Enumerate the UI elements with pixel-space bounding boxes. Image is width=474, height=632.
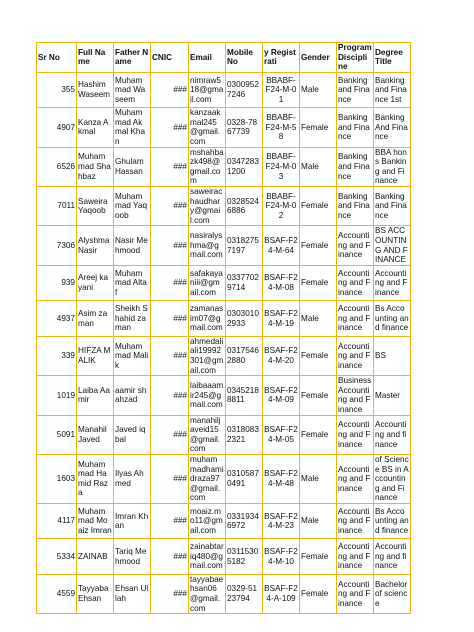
- email-cell: manahiljaveid15@gmail.com: [189, 415, 226, 454]
- mobile-cell: 03030102933: [226, 301, 263, 337]
- gender-cell: Female: [300, 336, 337, 375]
- program-cell: Business Accounting and Finance: [337, 376, 374, 415]
- program-cell: Banking and Finance: [337, 187, 374, 226]
- sr-no-cell: 4907: [37, 108, 77, 147]
- cnic-cell: ###: [151, 454, 189, 503]
- full-name-cell: Saweira Yaqoob: [77, 187, 114, 226]
- gender-cell: Female: [300, 539, 337, 575]
- header-email: Email: [189, 43, 226, 73]
- header-gender: Gender: [300, 43, 337, 73]
- degree-cell: Bs Accounting and finance: [374, 503, 411, 539]
- header-mobile-no: Mobile No: [226, 43, 263, 73]
- gender-cell: Female: [300, 265, 337, 301]
- email-cell: mshahbazk498@gmail.com: [190, 147, 224, 186]
- table-row: [37, 454, 411, 503]
- header-registration: y Registrati: [263, 43, 300, 73]
- cnic-cell: ###: [151, 72, 189, 108]
- cnic-cell: ###: [151, 108, 189, 147]
- mobile-cell: 03472831200: [226, 147, 263, 186]
- mobile-cell: 0329-5123794: [226, 574, 263, 613]
- sr-no-cell: 4937: [37, 301, 77, 337]
- mobile-cell: 03175462880: [226, 336, 263, 375]
- cnic-cell: ###: [151, 187, 189, 226]
- registration-cell: BSAF-F24-M-19: [263, 301, 300, 337]
- registration-cell: BSAF-F24-M-64: [263, 226, 300, 265]
- sr-no-cell: 6526: [37, 147, 77, 186]
- degree-cell: Banking and Finance 1st: [374, 72, 411, 108]
- gender-cell: Female: [300, 376, 337, 415]
- father-name-cell: Muhammad Altaf: [114, 265, 151, 301]
- registration-cell: BBABF-F24-M-01: [263, 72, 300, 108]
- email-cell: saweirachaudhary@gmail.com: [189, 187, 226, 226]
- full-name-cell: Muhammad Moaiz Imran: [77, 503, 114, 539]
- program-cell: Accounting and Finance: [337, 301, 374, 337]
- registration-cell: BSAF-F24-M-48: [263, 454, 300, 503]
- sr-no-cell: 4559: [37, 574, 77, 613]
- degree-cell: Bachelor of science: [374, 574, 411, 613]
- gender-cell: Male: [300, 147, 337, 186]
- degree-cell: Banking and Finance: [374, 187, 411, 226]
- full-name-cell: Muhammad Hamid Raza: [77, 454, 114, 503]
- cnic-cell: ###: [151, 336, 189, 375]
- cnic-cell: ###: [151, 574, 189, 613]
- header-full-name: Full Name: [77, 43, 114, 73]
- father-name-cell: Sheikh Shahid zaman: [114, 301, 151, 337]
- header-cnic: CNIC: [151, 43, 189, 73]
- full-name-cell: Muhammad Shahbaz: [77, 147, 114, 186]
- registration-cell: BSAF-F24-M-23: [263, 503, 300, 539]
- mobile-cell: 0328-7867739: [226, 108, 263, 147]
- cnic-cell: ###: [151, 301, 189, 337]
- email-cell: kanzaakmal245@gmail.com: [189, 108, 226, 147]
- table-row: [37, 415, 411, 454]
- degree-cell: BBA hons Banking and Finance: [374, 147, 411, 186]
- gender-cell: Female: [300, 415, 337, 454]
- cnic-cell: ###: [151, 376, 189, 415]
- full-name-cell: Areej kayani: [77, 265, 114, 301]
- sr-no-cell: 4117: [37, 503, 77, 539]
- sr-no-cell: 939: [37, 265, 77, 301]
- table-row: [37, 503, 411, 539]
- full-name-cell: Tayyaba Ehsan: [77, 574, 114, 613]
- program-cell: Accounting and Finance: [337, 265, 374, 301]
- table-row: [37, 574, 411, 613]
- sr-no-cell: 5334: [37, 539, 77, 575]
- table-row: [37, 72, 411, 108]
- full-name-cell: HIFZA MALIK: [77, 336, 114, 375]
- email-cell: nimraw518@gmail.com: [189, 72, 226, 108]
- father-name-cell: Muhammad Akmal Khan: [114, 108, 151, 147]
- email-cell: ahmedaliali19992301@gmail.com: [189, 336, 226, 375]
- degree-cell: Accounting and finance: [374, 415, 411, 454]
- degree-cell: Banking And Finance: [374, 108, 411, 147]
- table-row: [37, 301, 411, 337]
- registration-cell: BSAF-F24-M-05: [263, 415, 300, 454]
- sr-no-cell: 1019: [37, 376, 77, 415]
- table-row: [37, 539, 411, 575]
- cnic-cell: ###: [151, 265, 189, 301]
- degree-cell: of Science BS in Accounting and Finance: [375, 454, 409, 503]
- mobile-cell: 03009527246: [226, 72, 263, 108]
- father-name-cell: Muhammad Malik: [114, 336, 151, 375]
- program-cell: Accounting and Finance: [337, 503, 374, 539]
- program-cell: Banking and Finance: [337, 108, 374, 147]
- degree-cell: BS ACCOUNTING AND FINANCE: [374, 226, 411, 265]
- registration-cell: BSAF-F24-M-09: [263, 376, 300, 415]
- father-name-cell: Tariq Mehmood: [114, 539, 151, 575]
- registration-cell: BSAF-F24-M-08: [263, 265, 300, 301]
- registration-cell: BSAF-F24-M-20: [263, 336, 300, 375]
- degree-cell: Master: [374, 376, 411, 415]
- table-row: [37, 376, 411, 415]
- email-cell: nasiralyshma@gmail.com: [189, 226, 226, 265]
- cnic-cell: ###: [151, 147, 189, 186]
- gender-cell: Female: [300, 108, 337, 147]
- sr-no-cell: 7306: [37, 226, 77, 265]
- gender-cell: Male: [300, 72, 337, 108]
- father-name-cell: Muhammad Yaqoob: [114, 187, 151, 226]
- full-name-cell: ZAINAB: [77, 539, 114, 575]
- mobile-cell: 03452188811: [226, 376, 263, 415]
- full-name-cell: Hashim Waseem: [77, 72, 114, 108]
- degree-cell: Accounting and finance: [374, 539, 411, 575]
- registration-cell: BBABF-F24-M-02: [263, 187, 300, 226]
- program-cell: Accounting and Finance: [337, 336, 374, 375]
- cnic-cell: ###: [151, 226, 189, 265]
- sr-no-cell: 339: [37, 336, 77, 375]
- full-name-cell: Kanza Akmal: [77, 108, 114, 147]
- email-cell: safakayaniii@gmail.com: [189, 265, 226, 301]
- father-name-cell: Nasir Mehmood: [114, 226, 151, 265]
- gender-cell: Male: [300, 454, 337, 503]
- cnic-cell: ###: [151, 539, 189, 575]
- full-name-cell: Alyshma Nasir: [77, 226, 114, 265]
- registration-cell: BSAF-F24-M-10: [263, 539, 300, 575]
- table-row: [37, 226, 411, 265]
- sr-no-cell: 1603: [37, 454, 77, 503]
- gender-cell: Male: [300, 301, 337, 337]
- father-name-cell: aamir shahzad: [114, 376, 151, 415]
- header-father-name: Father Name: [114, 43, 151, 73]
- gender-cell: Female: [300, 226, 337, 265]
- table-row: [37, 336, 411, 375]
- registration-cell: BSAF-F24-A-109: [263, 574, 300, 613]
- degree-cell: BS: [374, 336, 411, 375]
- cnic-cell: ###: [151, 415, 189, 454]
- table-row: [37, 108, 411, 147]
- program-cell: Accounting and Finance: [337, 539, 374, 575]
- father-name-cell: Muhammad Waseem: [114, 72, 151, 108]
- father-name-cell: Ilyas Ahmed: [114, 454, 151, 503]
- father-name-cell: Javed iqbal: [114, 415, 151, 454]
- registration-cell: BBABF-F24-M-58: [263, 108, 300, 147]
- full-name-cell: Manahil Javed: [77, 415, 114, 454]
- registration-cell: BBABF-F24-M-03: [263, 147, 300, 186]
- full-name-cell: Asim zaman: [77, 301, 114, 337]
- father-name-cell: Ghulam Hassan: [114, 147, 151, 186]
- program-cell: Accounting and Finance: [337, 454, 374, 503]
- header-degree-title: Degree Title: [374, 43, 411, 73]
- table-row: [37, 187, 411, 226]
- email-cell: zamanasim07@gmail.com: [189, 301, 226, 337]
- gender-cell: Female: [300, 574, 337, 613]
- email-cell: tayyabaehsan06@gmail.com: [189, 574, 226, 613]
- table-row: [37, 265, 411, 301]
- father-name-cell: Imran Khan: [114, 503, 151, 539]
- email-cell: laibaaamir245@gmail.com: [189, 376, 226, 415]
- email-cell: muhammadhamidraza97@gmail.com: [190, 454, 224, 503]
- program-cell: Accounting and Finance: [337, 415, 374, 454]
- degree-cell: Accounting and Finance: [374, 265, 411, 301]
- program-cell: Accounting and Finance: [337, 574, 374, 613]
- father-name-cell: Ehsan Ullah: [114, 574, 151, 613]
- mobile-cell: 03115305182: [226, 539, 263, 575]
- table-row: [37, 147, 411, 186]
- program-cell: Banking and Finance: [337, 147, 374, 186]
- cnic-cell: ###: [151, 503, 189, 539]
- student-registration-table: [36, 42, 411, 614]
- header-program-discipline: Program Discipline: [338, 43, 372, 72]
- mobile-cell: 03377029714: [226, 265, 263, 301]
- header-sr-no: Sr No: [37, 43, 77, 73]
- mobile-cell: 03182757197: [226, 226, 263, 265]
- mobile-cell: 03319346972: [226, 503, 263, 539]
- email-cell: zainabtariq480@gmail.com: [189, 539, 226, 575]
- program-cell: Accounting and Finance: [337, 226, 374, 265]
- header-row: [37, 43, 411, 73]
- gender-cell: Male: [300, 503, 337, 539]
- gender-cell: Female: [300, 187, 337, 226]
- sr-no-cell: 5091: [37, 415, 77, 454]
- sr-no-cell: 7011: [37, 187, 77, 226]
- degree-cell: Bs Accounting and finance: [374, 301, 411, 337]
- sr-no-cell: 355: [37, 72, 77, 108]
- email-cell: moaiz.mo11@gmail.com: [189, 503, 226, 539]
- mobile-cell: 03285246886: [226, 187, 263, 226]
- mobile-cell: 03105870491: [226, 454, 263, 503]
- full-name-cell: Laiba Aamir: [77, 376, 114, 415]
- mobile-cell: 03180832321: [226, 415, 263, 454]
- program-cell: Banking and Finance: [337, 72, 374, 108]
